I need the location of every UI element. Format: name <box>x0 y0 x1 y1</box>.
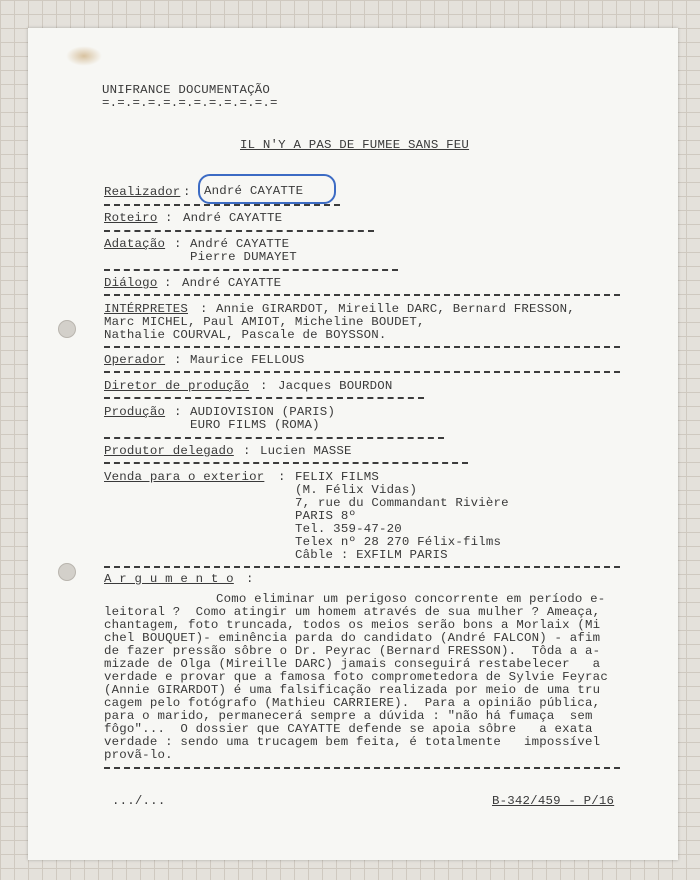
argumento-line: fôgo"... O dossier que CAYATTE defende se apoia sôbre a exata <box>104 722 593 736</box>
interpretes-line-1: Annie GIRARDOT, Mireille DARC, Bernard FRESSON, <box>216 302 575 316</box>
org-name: UNIFRANCE DOCUMENTAÇÃO <box>102 83 270 97</box>
divider <box>104 204 340 206</box>
adatacao-value-1: André CAYATTE <box>190 237 290 251</box>
film-title: IL N'Y A PAS DE FUMEE SANS FEU <box>240 138 470 152</box>
producao-label: Produção <box>104 405 166 419</box>
argumento-line: (Annie GIRARDOT) é uma falsificação realizada por meio de uma tru <box>104 683 601 697</box>
colon: : <box>174 353 182 367</box>
divider <box>104 230 374 232</box>
argumento-line: provã-lo. <box>104 748 173 762</box>
dialogo-value: André CAYATTE <box>182 276 282 290</box>
venda-label: Venda para o exterior <box>104 470 265 484</box>
divider <box>104 397 424 399</box>
roteiro-value: André CAYATTE <box>183 211 283 225</box>
interpretes-line-3: Nathalie COURVAL, Pascale de BOYSSON. <box>104 328 387 342</box>
argumento-line: leitoral ? Como atingir um homem através de sua mulher ? Ameaça, <box>104 605 601 619</box>
document-reference: B-342/459 - P/16 <box>492 794 615 808</box>
punch-hole-top <box>58 320 76 338</box>
venda-line-3: 7, rue du Commandant Rivière <box>295 496 509 510</box>
argumento-label: A r g u m e n t o <box>104 572 234 586</box>
argumento-line: verdade e provar que a famosa foto comprometedora de Sylvie Feyrac <box>104 670 608 684</box>
continued-marker: .../... <box>112 794 166 808</box>
venda-line-2: (M. Félix Vidas) <box>295 483 418 497</box>
argumento-line: cagem pelo fotógrafo (Mathieu CARRIERE). Para a opinião pública, <box>104 696 601 710</box>
divider <box>104 269 398 271</box>
colon: : <box>243 444 251 458</box>
producao-value-1: AUDIOVISION (PARIS) <box>190 405 336 419</box>
punch-hole-bottom <box>58 563 76 581</box>
produtor-value: Lucien MASSE <box>260 444 352 458</box>
argumento-line: mizade de Olga (Mireille DARC) jamais conseguirá restabelecer a <box>104 657 601 671</box>
divider <box>104 371 620 373</box>
divider <box>104 346 620 348</box>
adatacao-value-2: Pierre DUMAYET <box>190 250 297 264</box>
venda-line-1: FELIX FILMS <box>295 470 379 484</box>
diretor-label: Diretor de produção <box>104 379 250 393</box>
adatacao-label: Adatação <box>104 237 166 251</box>
producao-value-2: EURO FILMS (ROMA) <box>190 418 320 432</box>
argumento-line: Como eliminar um perigoso concorrente em período e- <box>216 592 606 606</box>
divider <box>104 462 468 464</box>
argumento-line: de fazer pressão sôbre o Dr. Peyrac (Bernard FRESSON). Tôda a a- <box>104 644 601 658</box>
divider <box>104 294 620 296</box>
operador-label: Operador <box>104 353 166 367</box>
colon: : <box>200 302 208 316</box>
divider <box>104 437 444 439</box>
realizador-label: Realizador <box>104 185 181 199</box>
dialogo-label: Diálogo <box>104 276 158 290</box>
roteiro-label: Roteiro <box>104 211 158 225</box>
colon: : <box>174 405 182 419</box>
interpretes-label: INTÉRPRETES <box>104 302 188 316</box>
venda-line-6: Telex nº 28 270 Félix-films <box>295 535 502 549</box>
colon: : <box>164 276 172 290</box>
colon: : <box>174 237 182 251</box>
venda-line-4: PARIS 8º <box>295 509 357 523</box>
venda-line-5: Tel. 359-47-20 <box>295 522 402 536</box>
colon: : <box>278 470 286 484</box>
colon: : <box>246 572 254 586</box>
interpretes-line-2: Marc MICHEL, Paul AMIOT, Micheline BOUDET, <box>104 315 425 329</box>
divider <box>104 767 620 769</box>
diretor-value: Jacques BOURDON <box>278 379 393 393</box>
document-page <box>28 28 678 860</box>
argumento-line: chel BOUQUET)- eminência parda do candidato (André FALCON) - afim <box>104 631 601 645</box>
produtor-label: Produtor delegado <box>104 444 234 458</box>
colon: : <box>183 185 191 199</box>
colon: : <box>260 379 268 393</box>
argumento-line: chantagem, foto truncada, todos os meios serão bons a Morlaix (Mi <box>104 618 601 632</box>
operador-value: Maurice FELLOUS <box>190 353 305 367</box>
realizador-value: André CAYATTE <box>204 184 304 198</box>
divider <box>104 566 620 568</box>
venda-line-7: Câble : EXFILM PARIS <box>295 548 448 562</box>
colon: : <box>165 211 173 225</box>
argumento-line: para o marido, permanecerá sempre a dúvida : "não há fumaça sem <box>104 709 593 723</box>
org-rule: =.=.=.=.=.=.=.=.=.=.=.= <box>102 96 278 110</box>
pen-circle-annotation <box>198 174 336 204</box>
paper-stain <box>66 46 102 66</box>
argumento-line: verdade : sendo uma trucagem bem feita, é totalmente impossível <box>104 735 601 749</box>
